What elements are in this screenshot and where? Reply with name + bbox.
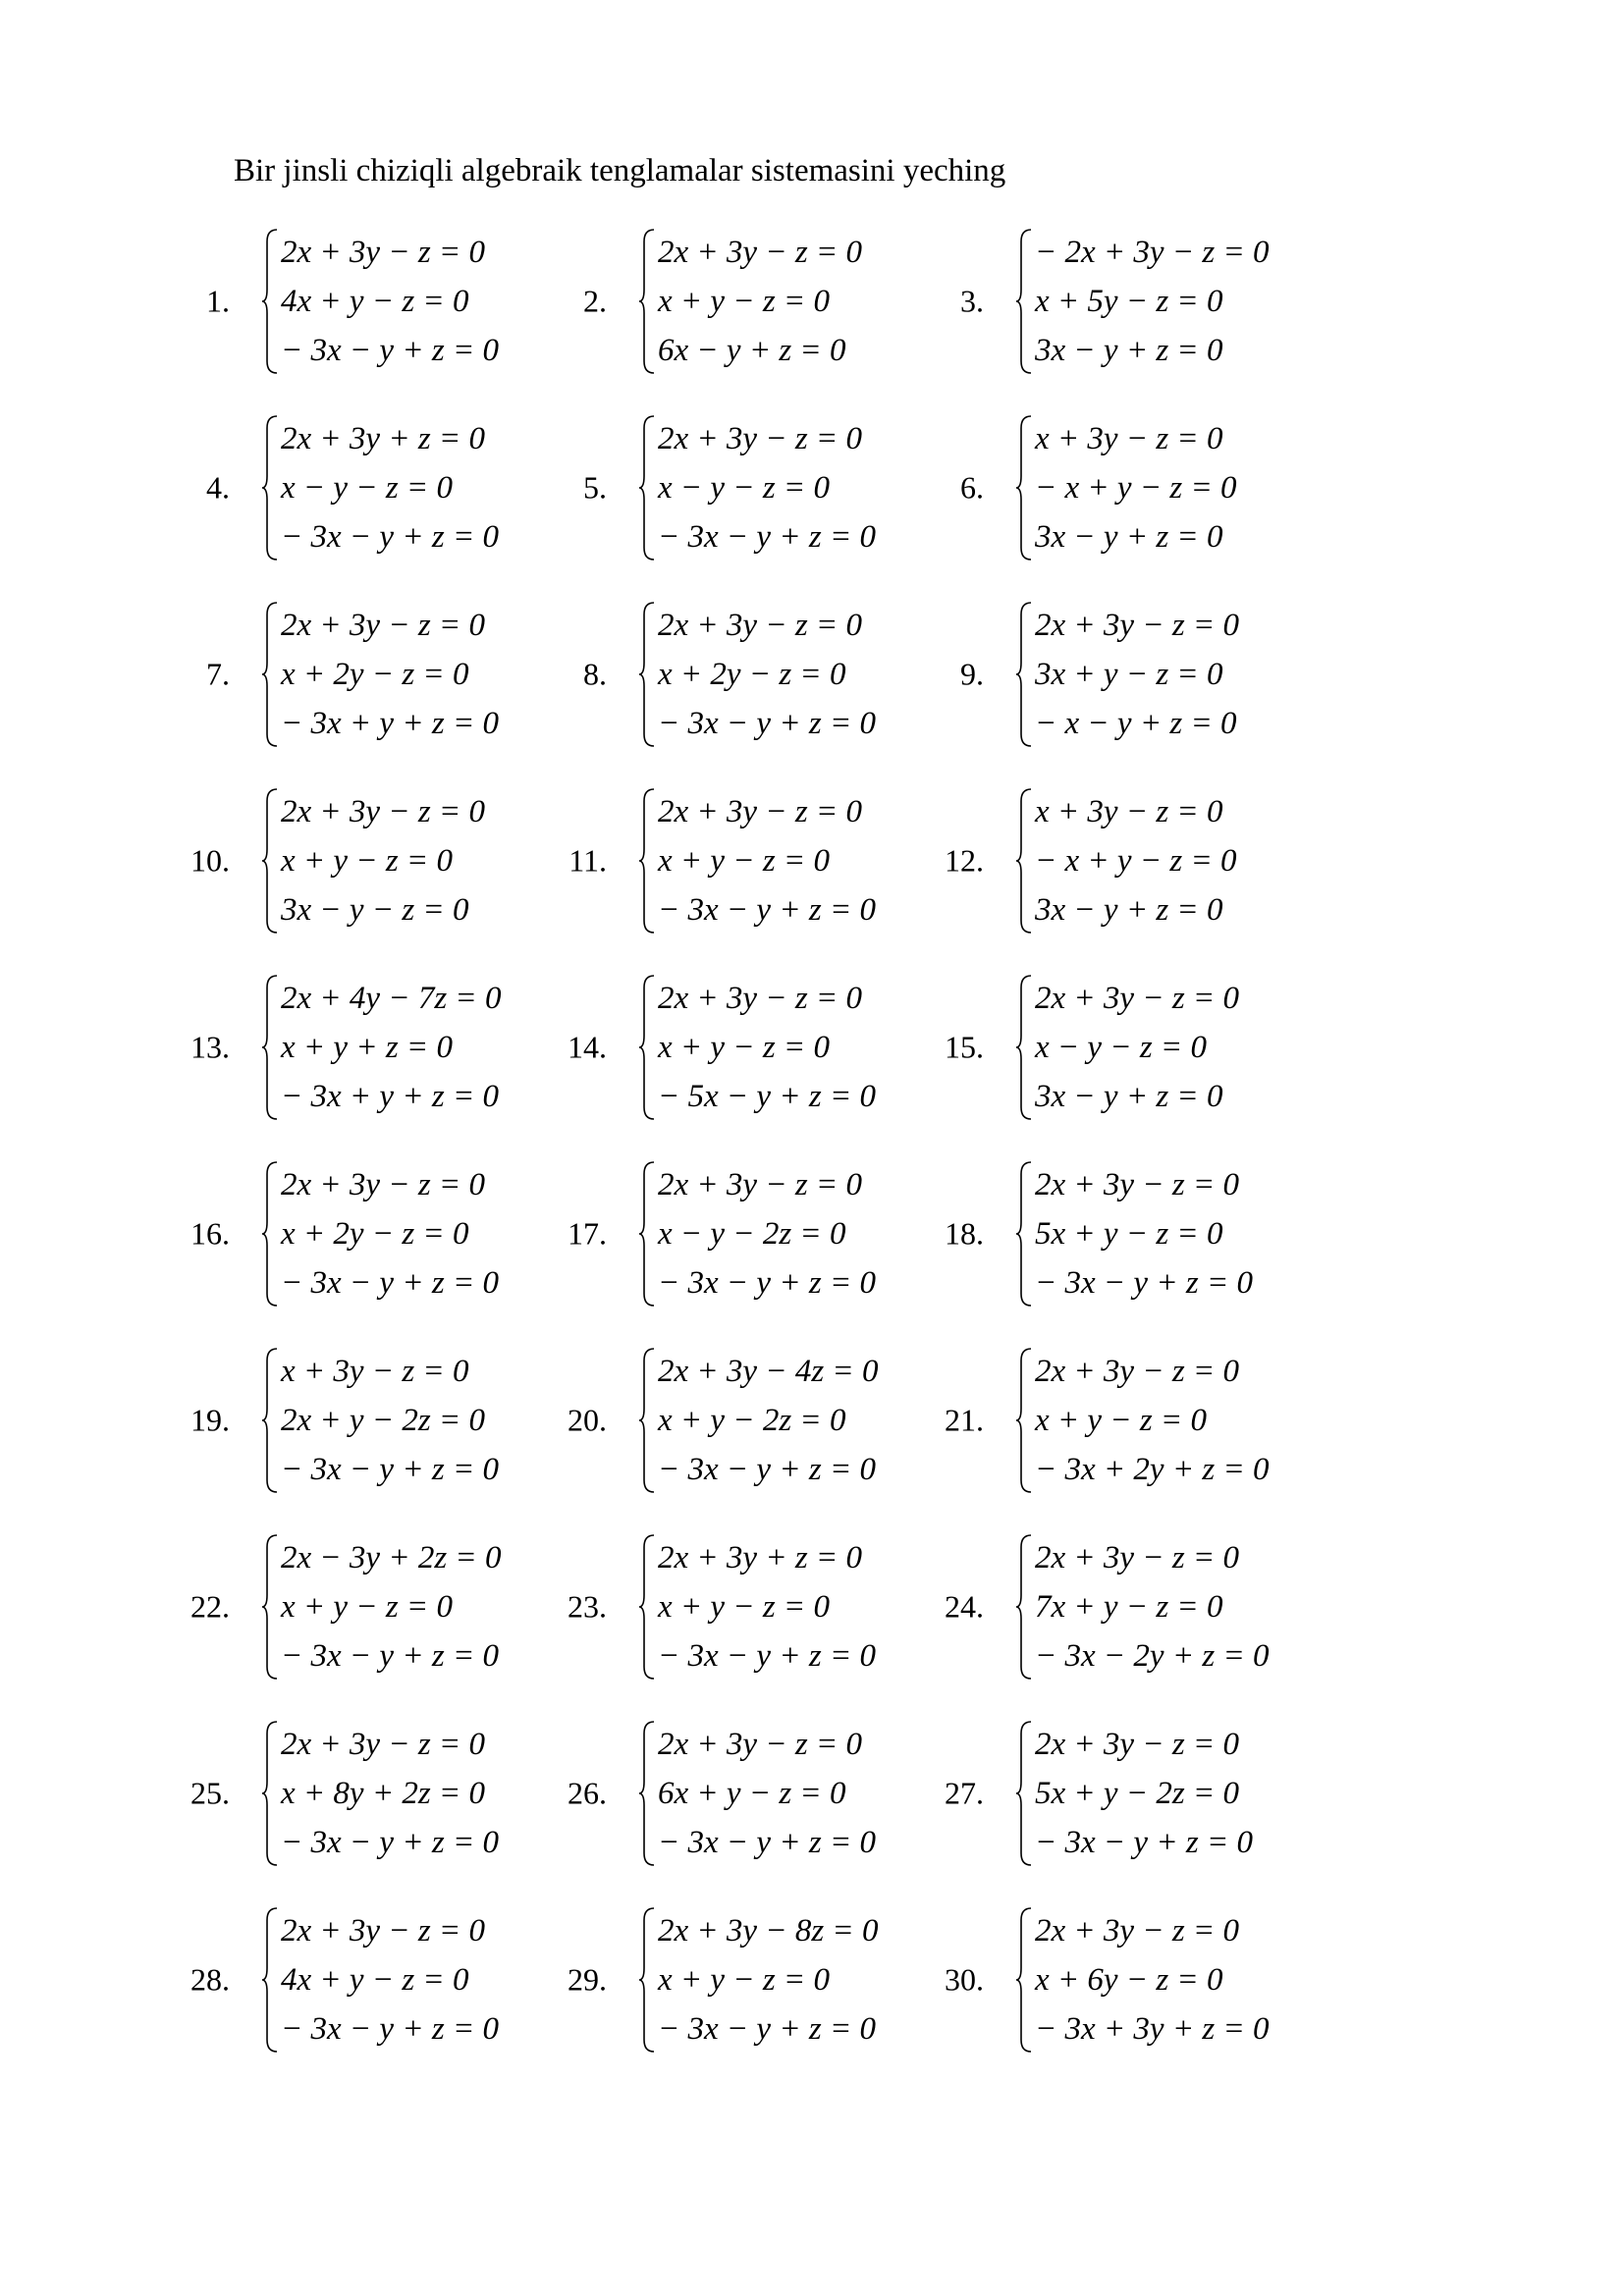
equation-line: − 3x − y + z = 0 <box>281 1265 499 1301</box>
equation-line: − 3x − y + z = 0 <box>281 1825 499 1860</box>
problem-number: 30. <box>945 1961 984 1998</box>
equation-line: x − y − 2z = 0 <box>658 1216 846 1252</box>
equation-line: 3x − y + z = 0 <box>1035 892 1223 928</box>
equations <box>281 1720 499 1867</box>
left-brace-icon <box>1015 414 1033 561</box>
equation-line: x + 2y − z = 0 <box>281 657 469 692</box>
left-brace-icon <box>1015 787 1033 934</box>
problem-number: 16. <box>190 1215 230 1252</box>
problem-number: 26. <box>568 1775 607 1811</box>
left-brace-icon <box>638 228 656 375</box>
equations <box>658 414 876 561</box>
equation-line: 2x + 3y − z = 0 <box>1035 1727 1239 1762</box>
equations <box>658 787 876 934</box>
equations <box>281 1906 499 2054</box>
equation-line: x + y − z = 0 <box>658 843 830 879</box>
equation-line: x + y − z = 0 <box>658 1589 830 1625</box>
equations <box>281 414 499 561</box>
equation-line: 2x + 3y − 8z = 0 <box>658 1913 879 1949</box>
equations <box>1035 787 1236 934</box>
left-brace-icon <box>261 974 279 1121</box>
problem-number: 13. <box>190 1029 230 1065</box>
equations <box>1035 1347 1269 1494</box>
equation-line: 2x + 3y − z = 0 <box>658 421 862 456</box>
equation-line: 6x − y + z = 0 <box>658 333 846 368</box>
equations <box>281 974 501 1121</box>
equations <box>281 1347 499 1494</box>
equation-line: − 3x − y + z = 0 <box>281 1638 499 1674</box>
equation-line: 4x + y − z = 0 <box>281 1962 469 1998</box>
equation-line: 2x + 3y − z = 0 <box>658 1167 862 1202</box>
left-brace-icon <box>1015 1720 1033 1867</box>
problem-row <box>190 1533 1363 1720</box>
equation-line: − 3x − y + z = 0 <box>1035 1825 1253 1860</box>
equation-line: − 3x + y + z = 0 <box>281 706 499 741</box>
equation-line: − 3x − y + z = 0 <box>281 2011 499 2047</box>
equation-line: x + y − z = 0 <box>658 1030 830 1065</box>
left-brace-icon <box>1015 1347 1033 1494</box>
equation-line: x + 3y − z = 0 <box>1035 794 1223 829</box>
equation-line: 2x + 3y − z = 0 <box>658 981 862 1016</box>
problem-number: 4. <box>206 469 230 506</box>
equation-line: x + y − 2z = 0 <box>658 1403 846 1438</box>
equations <box>658 1906 878 2054</box>
equation-line: x + 3y − z = 0 <box>281 1354 469 1389</box>
equation-line: 2x + 3y − z = 0 <box>1035 608 1239 643</box>
equations <box>658 1720 876 1867</box>
equation-line: 2x + 3y − z = 0 <box>1035 1354 1239 1389</box>
equations <box>1035 601 1239 748</box>
equation-line: − 3x − y + z = 0 <box>658 1452 876 1487</box>
equation-line: − x + y − z = 0 <box>1035 470 1237 506</box>
problem-number: 25. <box>190 1775 230 1811</box>
problem-number: 1. <box>206 283 230 319</box>
problem-number: 15. <box>945 1029 984 1065</box>
problem-number: 21. <box>945 1402 984 1438</box>
problem-row <box>190 974 1363 1160</box>
problem-number: 7. <box>206 656 230 692</box>
equation-line: − 3x − y + z = 0 <box>658 1825 876 1860</box>
left-brace-icon <box>261 414 279 561</box>
equation-line: − 3x − 2y + z = 0 <box>1035 1638 1270 1674</box>
equation-line: x − y − z = 0 <box>658 470 830 506</box>
equation-line: 3x − y + z = 0 <box>1035 1079 1223 1114</box>
problem-number: 27. <box>945 1775 984 1811</box>
problem-number: 5. <box>583 469 607 506</box>
equation-line: x + 2y − z = 0 <box>281 1216 469 1252</box>
equation-line: 2x + 3y − z = 0 <box>1035 1913 1239 1949</box>
problem-number: 14. <box>568 1029 607 1065</box>
equation-line: − x + y − z = 0 <box>1035 843 1237 879</box>
left-brace-icon <box>638 601 656 748</box>
equation-line: − x − y + z = 0 <box>1035 706 1237 741</box>
equation-line: 2x − 3y + 2z = 0 <box>281 1540 502 1575</box>
equation-line: x + 3y − z = 0 <box>1035 421 1223 456</box>
equation-line: x + y − z = 0 <box>281 843 453 879</box>
left-brace-icon <box>261 1533 279 1681</box>
problem-row <box>206 228 1363 414</box>
left-brace-icon <box>638 1347 656 1494</box>
equation-line: − 3x − y + z = 0 <box>281 1452 499 1487</box>
equation-line: 5x + y − 2z = 0 <box>1035 1776 1239 1811</box>
equation-line: 2x + 3y − 4z = 0 <box>658 1354 879 1389</box>
equation-line: 3x − y + z = 0 <box>1035 519 1223 555</box>
equation-line: 2x + 3y + z = 0 <box>281 421 485 456</box>
equation-line: 2x + y − 2z = 0 <box>281 1403 485 1438</box>
equations <box>1035 228 1269 375</box>
left-brace-icon <box>261 601 279 748</box>
problem-row <box>190 1720 1363 1906</box>
equations <box>658 974 876 1121</box>
problem-row <box>190 1160 1363 1347</box>
equation-line: x + 2y − z = 0 <box>658 657 846 692</box>
equation-line: x + y − z = 0 <box>658 1962 830 1998</box>
equation-line: 4x + y − z = 0 <box>281 284 469 319</box>
equation-line: − 3x + 3y + z = 0 <box>1035 2011 1270 2047</box>
left-brace-icon <box>638 1160 656 1308</box>
equations <box>658 1160 876 1308</box>
problem-number: 3. <box>960 283 984 319</box>
left-brace-icon <box>261 1347 279 1494</box>
equation-line: 3x + y − z = 0 <box>1035 657 1223 692</box>
problem-row <box>206 601 1363 787</box>
equations <box>658 601 876 748</box>
problem-number: 8. <box>583 656 607 692</box>
problem-row <box>190 1347 1363 1533</box>
equation-line: 2x + 3y − z = 0 <box>281 1727 485 1762</box>
equation-line: x + 6y − z = 0 <box>1035 1962 1223 1998</box>
problem-number: 17. <box>568 1215 607 1252</box>
equation-line: 2x + 3y + z = 0 <box>658 1540 862 1575</box>
page-title: Bir jinsli chiziqli algebraik tenglamalar sistemasini yeching <box>234 153 1006 188</box>
equation-line: − 3x − y + z = 0 <box>658 892 876 928</box>
left-brace-icon <box>261 228 279 375</box>
left-brace-icon <box>1015 1906 1033 2054</box>
problem-number: 11. <box>568 842 607 879</box>
equation-line: 2x + 3y − z = 0 <box>281 1913 485 1949</box>
left-brace-icon <box>261 787 279 934</box>
equations <box>658 1533 876 1681</box>
equations <box>281 1533 501 1681</box>
left-brace-icon <box>638 1906 656 2054</box>
left-brace-icon <box>261 1906 279 2054</box>
left-brace-icon <box>261 1160 279 1308</box>
equation-line: 2x + 3y − z = 0 <box>1035 981 1239 1016</box>
problem-row <box>206 414 1363 601</box>
equation-line: x + y − z = 0 <box>1035 1403 1207 1438</box>
left-brace-icon <box>638 414 656 561</box>
equation-line: − 5x − y + z = 0 <box>658 1079 876 1114</box>
left-brace-icon <box>1015 974 1033 1121</box>
problem-number: 19. <box>190 1402 230 1438</box>
equations <box>1035 974 1239 1121</box>
equations <box>658 1347 878 1494</box>
equation-line: − 3x + 2y + z = 0 <box>1035 1452 1270 1487</box>
equation-line: − 3x − y + z = 0 <box>281 519 499 555</box>
problem-number: 23. <box>568 1588 607 1625</box>
left-brace-icon <box>638 787 656 934</box>
problem-number: 9. <box>960 656 984 692</box>
equation-line: 2x + 3y − z = 0 <box>281 608 485 643</box>
left-brace-icon <box>1015 601 1033 748</box>
equation-line: − 3x + y + z = 0 <box>281 1079 499 1114</box>
equations <box>1035 1160 1253 1308</box>
equation-line: 2x + 3y − z = 0 <box>658 608 862 643</box>
equation-line: 7x + y − z = 0 <box>1035 1589 1223 1625</box>
left-brace-icon <box>1015 1533 1033 1681</box>
equation-line: x + y − z = 0 <box>658 284 830 319</box>
left-brace-icon <box>638 974 656 1121</box>
left-brace-icon <box>1015 1160 1033 1308</box>
left-brace-icon <box>261 1720 279 1867</box>
equation-line: 3x − y + z = 0 <box>1035 333 1223 368</box>
equation-line: 2x + 3y − z = 0 <box>658 235 862 270</box>
problem-number: 24. <box>945 1588 984 1625</box>
equation-line: 3x − y − z = 0 <box>281 892 469 928</box>
equation-line: 2x + 3y − z = 0 <box>658 794 862 829</box>
equations <box>281 228 499 375</box>
equation-line: − 3x − y + z = 0 <box>658 1265 876 1301</box>
equation-line: − 3x − y + z = 0 <box>1035 1265 1253 1301</box>
problem-number: 2. <box>583 283 607 319</box>
equation-line: 2x + 3y − z = 0 <box>281 794 485 829</box>
equation-line: 5x + y − z = 0 <box>1035 1216 1223 1252</box>
equation-line: − 3x − y + z = 0 <box>658 1638 876 1674</box>
problem-number: 29. <box>568 1961 607 1998</box>
equation-line: 6x + y − z = 0 <box>658 1776 846 1811</box>
problem-grid <box>190 228 1363 2093</box>
equation-line: x + 5y − z = 0 <box>1035 284 1223 319</box>
problem-number: 10. <box>190 842 230 879</box>
equations <box>1035 414 1236 561</box>
problem-row <box>190 787 1363 974</box>
equations <box>281 601 499 748</box>
equations <box>1035 1533 1269 1681</box>
equations <box>281 1160 499 1308</box>
equation-line: − 3x − y + z = 0 <box>658 2011 876 2047</box>
equation-line: x + y − z = 0 <box>281 1589 453 1625</box>
equation-line: x + y + z = 0 <box>281 1030 453 1065</box>
equation-line: x − y − z = 0 <box>281 470 453 506</box>
problem-number: 18. <box>945 1215 984 1252</box>
equation-line: − 2x + 3y − z = 0 <box>1035 235 1270 270</box>
problem-number: 20. <box>568 1402 607 1438</box>
problem-number: 12. <box>945 842 984 879</box>
equations <box>281 787 485 934</box>
equations <box>658 228 862 375</box>
equation-line: 2x + 3y − z = 0 <box>658 1727 862 1762</box>
problem-row <box>190 1906 1363 2093</box>
left-brace-icon <box>1015 228 1033 375</box>
equations <box>1035 1906 1269 2054</box>
equation-line: − 3x − y + z = 0 <box>281 333 499 368</box>
problem-number: 22. <box>190 1588 230 1625</box>
equation-line: 2x + 3y − z = 0 <box>1035 1540 1239 1575</box>
equation-line: 2x + 3y − z = 0 <box>281 1167 485 1202</box>
equation-line: x + 8y + 2z = 0 <box>281 1776 485 1811</box>
equation-line: 2x + 4y − 7z = 0 <box>281 981 502 1016</box>
equation-line: x − y − z = 0 <box>1035 1030 1207 1065</box>
equation-line: − 3x − y + z = 0 <box>658 706 876 741</box>
left-brace-icon <box>638 1533 656 1681</box>
problem-number: 6. <box>960 469 984 506</box>
equation-line: − 3x − y + z = 0 <box>658 519 876 555</box>
equation-line: 2x + 3y − z = 0 <box>281 235 485 270</box>
left-brace-icon <box>638 1720 656 1867</box>
equations <box>1035 1720 1253 1867</box>
problem-number: 28. <box>190 1961 230 1998</box>
equation-line: 2x + 3y − z = 0 <box>1035 1167 1239 1202</box>
